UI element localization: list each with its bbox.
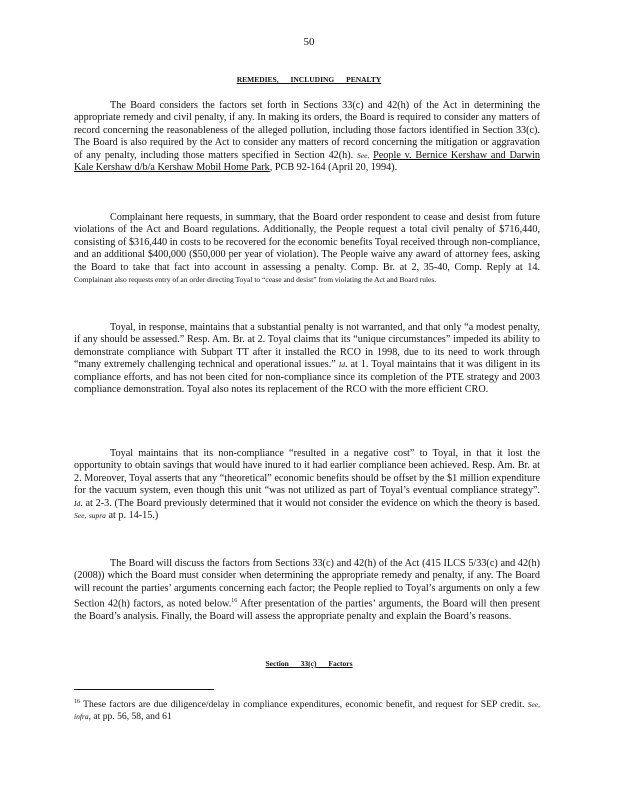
paragraph-discussion <box>74 558 540 623</box>
paragraph-complainant-request <box>74 212 540 286</box>
footnote-ref: 16 <box>231 598 238 605</box>
paragraph-factors <box>74 100 540 174</box>
paragraph-complainant-text: Complainant here requests, in summary, that the Board order respondent to cease and desist from future violations of the Act and Board regulations. Additionally, the People request a total civil penalty of $716,440, consisting of $316,440 in costs to be recovered for the economic benefits Toyal received through non-compliance, and an additional $400,000 ($50,000 per year of violation). The People waive any award of attorney fees, asking the Board to take that fact into account in assessing a penalty. Comp. Br. at 2, 35-40, Comp. Reply at 14. <box>74 212 540 273</box>
paragraph-negative-cost <box>74 448 540 522</box>
id-signal: Id <box>338 360 346 370</box>
section-heading-remedies: REMEDIES, INCLUDING PENALTY <box>236 75 382 84</box>
footnote-see: See, <box>527 700 540 710</box>
see-signal: See, <box>357 150 370 160</box>
paragraph-discussion-text: The Board will discuss the factors from Sections 33(c) and 42(h) of the Act (415 ILCS 5/33(c) and 42(h) (2008)) which the Board must consider when determining the appropriate remedy and penalty, if any. The Board will recount the parties’ arguments concerning each factor; the People replied to Toyal’s arguments on only a few Section 42(h) factors, as noted below. <box>74 558 540 610</box>
footnote-divider <box>74 689 214 690</box>
see-signal-2: See, <box>74 511 87 521</box>
footnote-pages: , at pp. 56, 58, and 61 <box>88 711 172 723</box>
case-citation-reporter: , PCB 92-164 (April 20, 1994). <box>269 162 398 174</box>
paragraph-toyal-response <box>74 322 540 396</box>
paragraph-toyal-text-b: . at 1. Toyal maintains that it was diligent in its compliance efforts, and has not been cited for non-compliance since its completion of the PTE strategy and 2003 compliance demonstration. Toyal also notes its replacement of the RCO with the more efficient CRO. <box>74 359 540 396</box>
paragraph-negative-cost-text-a: Toyal maintains that its non-compliance “resulted in a negative cost” to Toyal, in that it lost the opportunity to obtain savings that would have inured to it had earlier compliance been achieved. Resp. Am. Br. at 2. Moreover, Toyal asserts that any “theoretical” economic benefits should be offset by the $1 million expenditure for the vacuum system, even though this unit “was not utilized as part of Toyal’s eventual compliance strategy”. <box>74 448 540 497</box>
paragraph-discussion-rest: After presentation of the parties’ arguments, the Board will then present the Board’s analysis. Finally, the Board will assess the appropriate penalty and explain the Board’s reasons. <box>74 598 540 623</box>
paragraph-factors-text: The Board considers the factors set forth in Sections 33(c) and 42(h) of the Act in determining the appropriate remedy and civil penalty, if any. In making its orders, the Board is required to consider any matters of record concerning the reasonableness of the alleged pollution, including those factors identified in Section 33(c). The Board is also required by the Act to consider any matters of record concerning the mitigation or aggravation of any penalty, including those matters specified in Section 42(h). <box>74 100 540 161</box>
paragraph-complainant-small: Complainant also requests entry of an order directing Toyal to “cease and desist” from violating the Act and Board rules. <box>74 275 437 285</box>
footnote <box>74 696 540 723</box>
paragraph-negative-cost-text-c: at p. 14-15.) <box>108 510 159 522</box>
paragraph-toyal-text-a: Toyal, in response, maintains that a substantial penalty is not warranted, and that only “a modest penalty, if any should be assessed.” Resp. Am. Br. at 2. Toyal claims that its “unique circumstances” impeded its ability to demonstrate compliance with Subpart TT after it installed the RCO in 1998, due to its need to work through “many extremely challenging technical and operational issues.” <box>74 322 540 371</box>
footnote-text: These factors are due diligence/delay in compliance expenditures, economic benefit, and request for SEP credit. <box>80 699 525 711</box>
supra-signal: supra <box>88 511 106 521</box>
section-heading-33c: Section 33(c) Factors <box>265 659 353 668</box>
paragraph-negative-cost-text-b: . at 2-3. (The Board previously determined that it would not consider the evidence on which the theory is based. <box>80 497 540 509</box>
page-number: 50 <box>303 36 315 48</box>
case-citation: People v. Bernice Kershaw and Darwin Kale Kershaw d/b/a Kershaw Mobil Home Park <box>74 149 541 174</box>
id-signal-2: Id <box>74 498 81 508</box>
footnote-number: 16 <box>74 699 80 705</box>
footnote-infra: infra <box>74 712 89 722</box>
